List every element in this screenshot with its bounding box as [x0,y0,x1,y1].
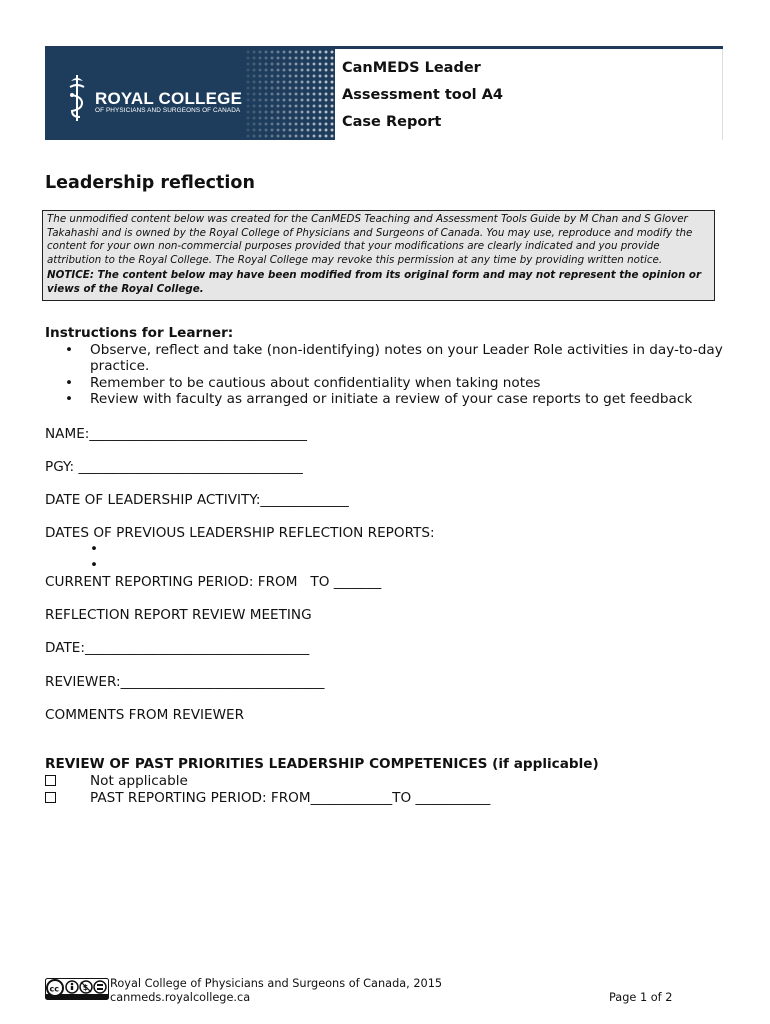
document-title-block [342,55,503,136]
previous-report-bullet-2[interactable]: • [90,557,99,573]
royal-college-logo [45,49,335,140]
list-item: • Observe, reflect and take (non-identifying) notes on your Leader Role activities in day-to-day practice. [45,342,725,375]
option-label: PAST REPORTING PERIOD: FROM____________TO ___________ [90,790,491,806]
date-of-activity-field[interactable]: DATE OF LEADERSHIP ACTIVITY:_____________ [45,492,349,508]
name-field[interactable]: NAME:________________________________ [45,426,307,442]
footer-copyright [110,977,442,1006]
comments-label: COMMENTS FROM REVIEWER [45,707,245,723]
royal-college-emblem-icon [67,73,87,123]
review-heading: REVIEW OF PAST PRIORITIES LEADERSHIP COMPETENICES (if applicable) [45,756,599,772]
pgy-field[interactable]: PGY: _________________________________ [45,459,303,475]
previous-reports-label: DATES OF PREVIOUS LEADERSHIP REFLECTION REPORTS: [45,525,435,541]
notice-text: The unmodified content below was created for the CanMEDS Teaching and Assessment Tools Guide by M Chan and S Glover Takahashi and is owned by the Royal College of Physicians and Surgeons of Canada. You may use, reproduce and modify the content for your own non-commercial purposes provided that your modifications are clearly indicated and you provide attribution to the Royal College. The Royal College may revoke this permission at any time by providing written notice. [47,213,693,266]
list-item: • Review with faculty as arranged or initiate a review of your case reports to get feedback [45,391,725,408]
review-meeting-label: REFLECTION REPORT REVIEW MEETING [45,607,312,623]
header-banner [45,46,723,140]
logo-text [95,89,242,114]
not-applicable-option[interactable] [45,773,188,789]
notice-warning: NOTICE: The content below may have been modified from its original form and may not represent the opinion or views of the Royal College. [47,269,702,295]
list-item: • Remember to be cautious about confidentiality when taking notes [45,375,725,392]
logo-name: ROYAL COLLEGE [95,89,243,108]
page-title: Leadership reflection [45,173,255,193]
page-number: Page 1 of 2 [609,991,673,1004]
footer-url[interactable]: canmeds.royalcollege.ca [110,991,251,1005]
header-divider [722,49,723,140]
reviewer-field[interactable]: REVIEWER:______________________________ [45,674,325,690]
checkbox[interactable] [45,792,56,803]
svg-text:$: $ [82,983,89,992]
instructions-section [45,325,725,408]
previous-report-bullet-1[interactable]: • [90,541,99,557]
instructions-heading: Instructions for Learner: [45,325,234,341]
date-field[interactable]: DATE:_________________________________ [45,640,310,656]
instructions-list [45,342,725,408]
dot-pattern [245,49,335,140]
copyright-line: Royal College of Physicians and Surgeons of Canada, 2015 [110,977,443,990]
logo-subtitle: OF PHYSICIANS AND SURGEONS OF CANADA [95,107,241,114]
option-label: Not applicable [90,773,188,789]
creative-commons-license-icon [45,978,109,1000]
checkbox[interactable] [45,775,56,786]
current-period-field[interactable]: CURRENT REPORTING PERIOD: FROM TO _______ [45,574,382,590]
svg-text:cc: cc [49,984,59,994]
past-period-option[interactable] [45,790,490,806]
header-line-3: Case Report [342,114,442,130]
copyright-notice-box [42,210,715,301]
header-line-1: CanMEDS Leader [342,60,481,76]
header-line-2: Assessment tool A4 [342,87,504,103]
